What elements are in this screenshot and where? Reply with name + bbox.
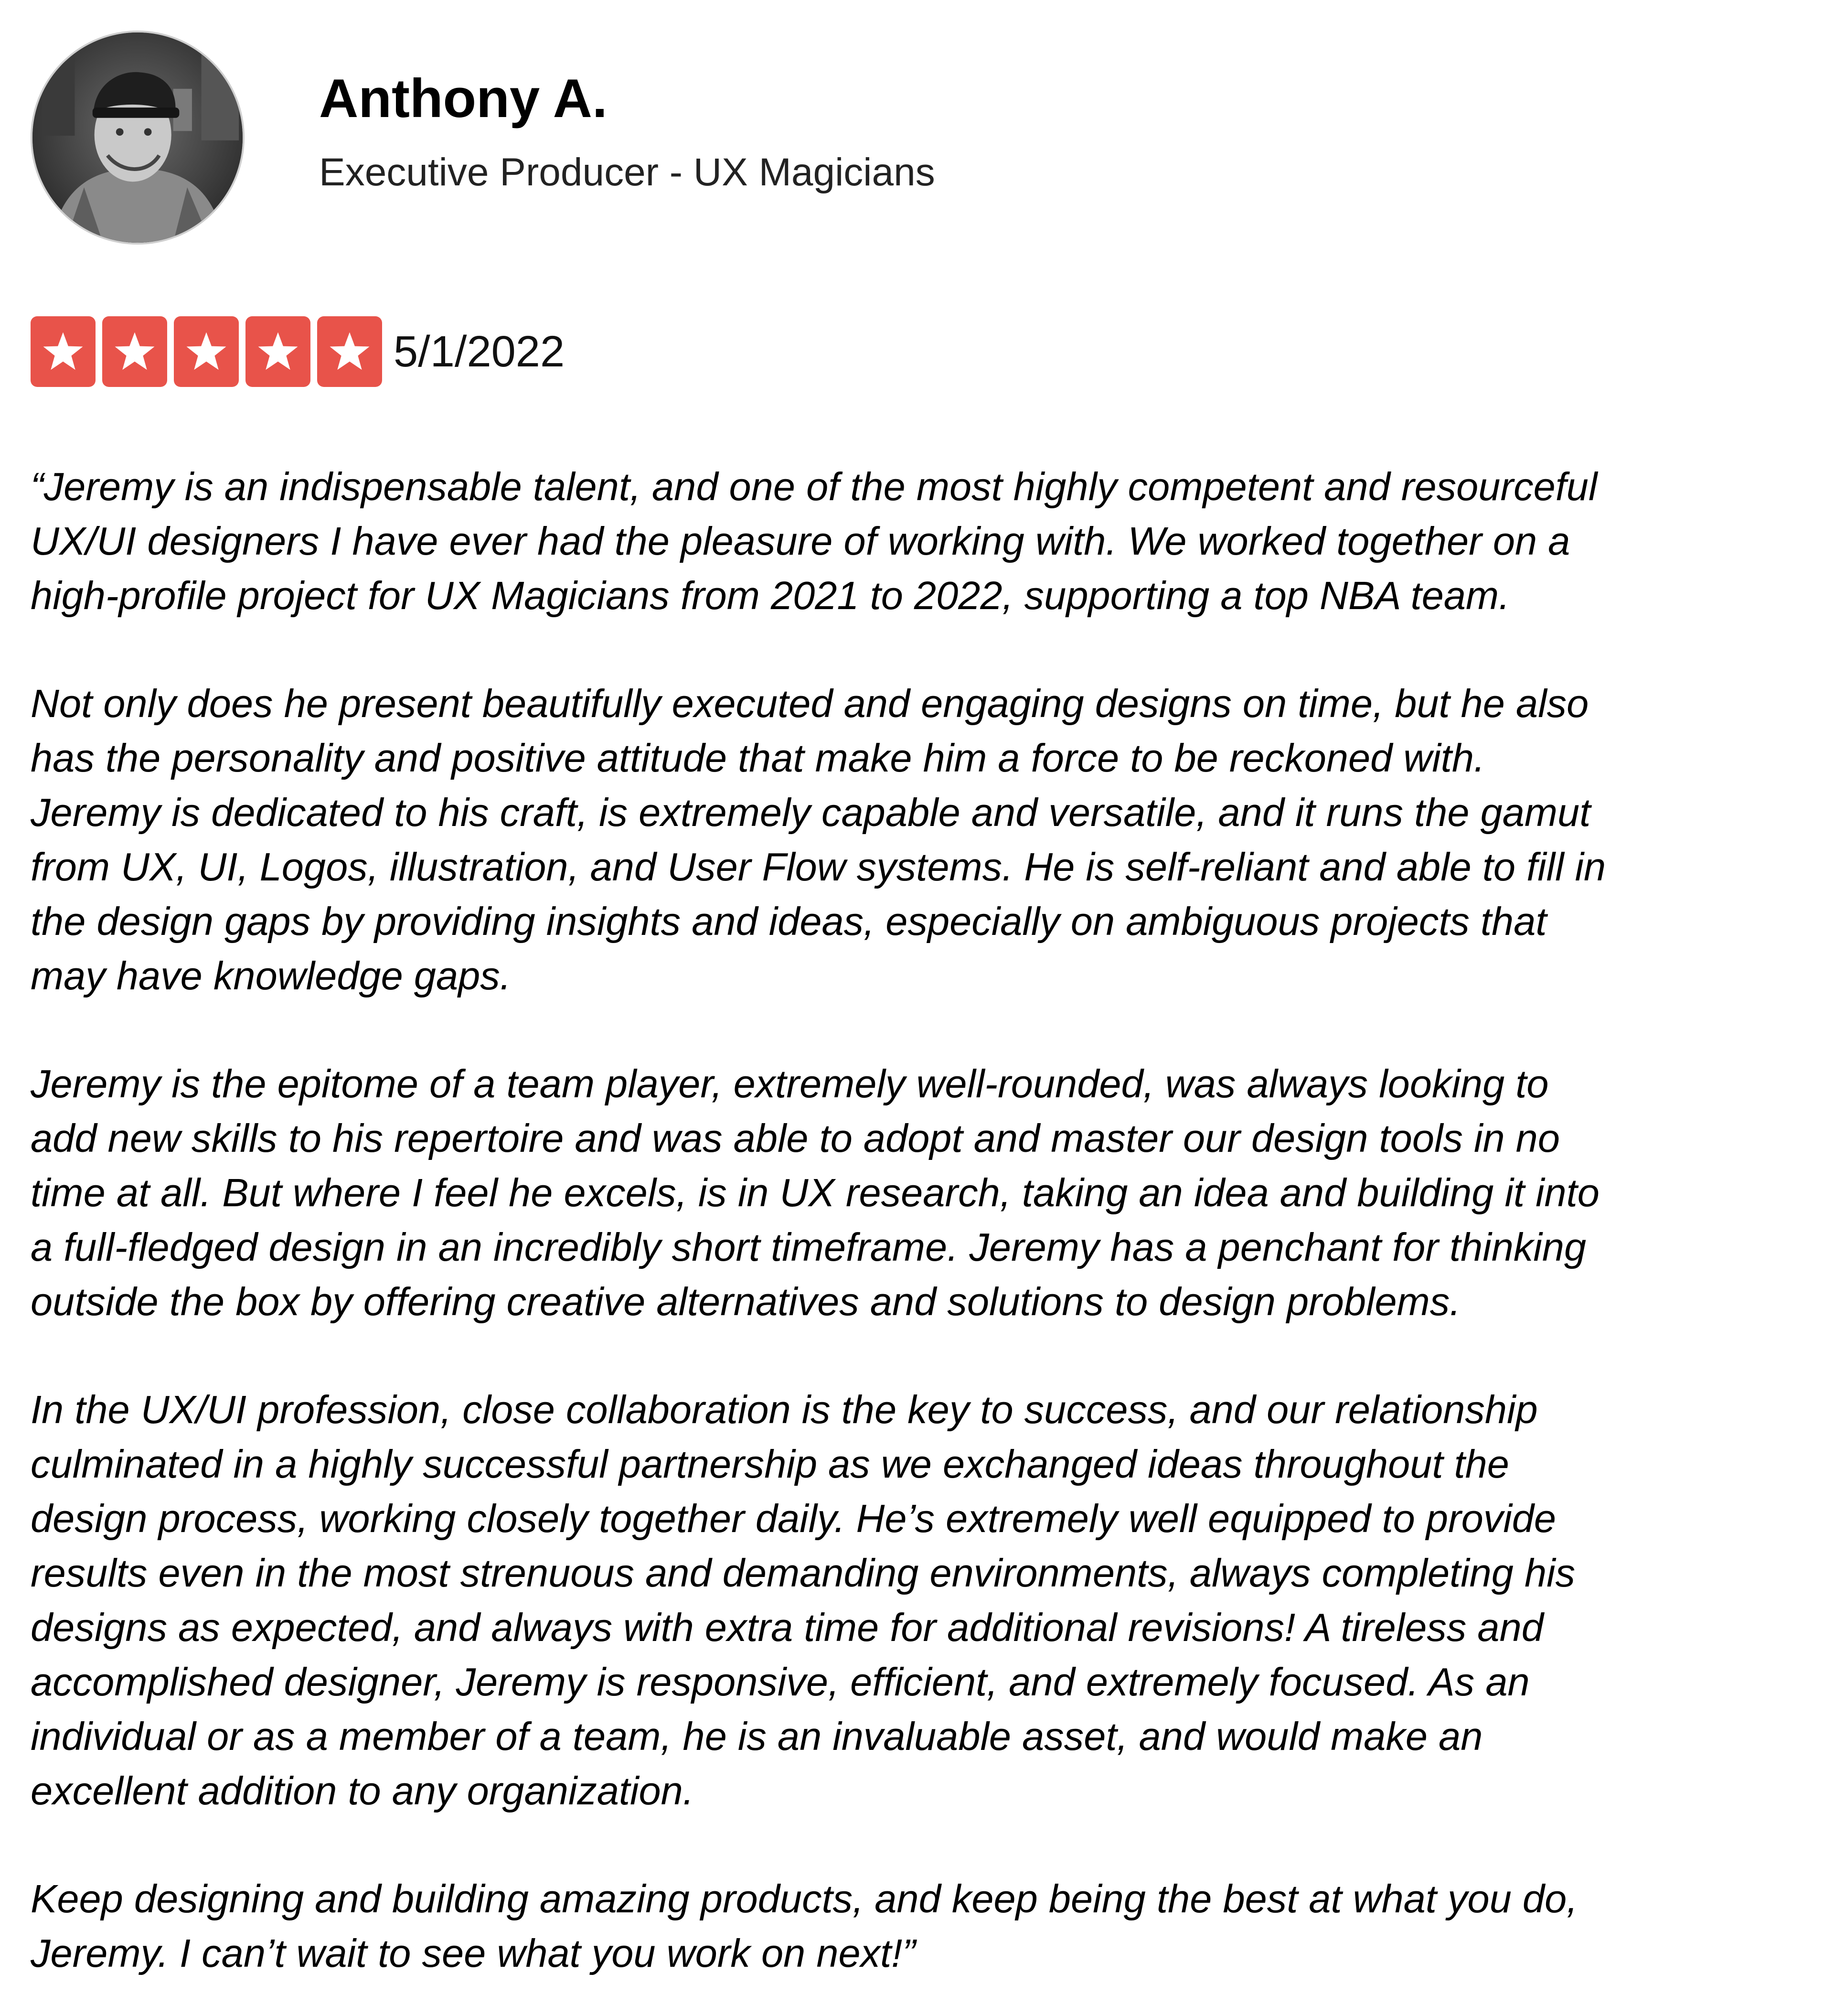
reviewer-name: Anthony A. [319,68,608,129]
avatar [31,31,245,245]
review-paragraph: Jeremy is the epitome of a team player, extremely well-rounded, was always looking to add new skills to his repertoire and was able to adopt and master our design tools in no time at all. But where I feel he excels, is in UX research, taking an idea and building it into a full-fledged design in an incredibly short timeframe. Jeremy has a penchant for thinking outside the box by offering creative alternatives and solutions to design problems. [31,1062,1599,1324]
star-icon [245,316,310,387]
star-icon [31,316,96,387]
review-paragraph: In the UX/UI profession, close collaboration is the key to success, and our relationship culminated in a highly successful partnership as we exchanged ideas throughout the design process, working closely together daily. He’s extremely well equipped to provide results even in the most strenuous and demanding environments, always completing his designs as expected, and always with extra time for additional revisions! A tireless and accomplished designer, Jeremy is responsive, efficient, and extremely focused. As an individual or as a member of a team, he is an invaluable asset, and would make an excellent addition to any organization. [31,1387,1576,1813]
review-date: 5/1/2022 [394,327,565,376]
reviewer-title: Executive Producer - UX Magicians [319,150,935,194]
star-icon [317,316,382,387]
review-paragraph: Not only does he present beautifully executed and engaging designs on time, but he also has the personality and positive attitude that make him a force to be reckoned with. Jeremy is dedicated to his craft, is extremely capable and versatile, and it runs the gamut from UX, UI, Logos, illustration, and User Flow systems. He is self-reliant and able to fill in the design gaps by providing insights and ideas, especially on ambiguous projects that may have knowledge gaps. [31,681,1606,998]
review-paragraph: Keep designing and building amazing products, and keep being the best at what you do, Jeremy. I can’t wait to see what you work on next!” [31,1877,1578,1975]
star-rating [31,316,382,387]
person-photo-avatar-icon [32,32,243,243]
star-icon [174,316,239,387]
rating-row [31,316,565,387]
review-paragraph: “Jeremy is an indispensable talent, and one of the most highly competent and resourceful UX/UI designers I have ever had the pleasure of working with. We worked together on a high-profile project for UX Magicians from 2021 to 2022, supporting a top NBA team. [31,464,1598,618]
star-icon [102,316,167,387]
review-body [31,460,1817,1981]
